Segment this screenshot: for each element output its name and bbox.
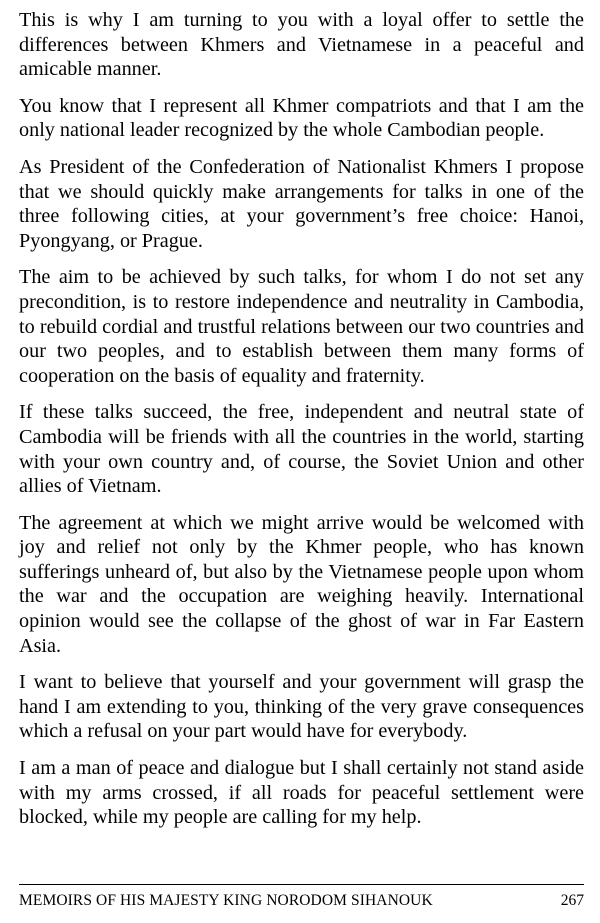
paragraph-5: If these talks succeed, the free, independent and neutral state of Cambodia will be friends with all the countries in the world, starting with your own country and, of course, the Soviet Union and other allies of Vietnam. xyxy=(19,401,584,498)
paragraph-1: This is why I am turning to you with a loyal offer to settle the differences between Khmers and Vietnamese in a peaceful and amicable manner. xyxy=(19,9,584,81)
paragraph-3: As President of the Confederation of Nationalist Khmers I propose that we should quickly make arrangements for talks in one of the three following cities, at your government’s free choice: Hanoi, Pyongyang, or Prague. xyxy=(19,155,584,252)
page-body xyxy=(19,8,584,842)
paragraph-6: The agreement at which we might arrive would be welcomed with joy and relief not only by the Khmer people, who has known sufferings unheard of, but also by the Vietnamese people upon whom the war and the occupation are weighing heavily. International opinion would see the collapse of the ghost of war in Far Eastern Asia. xyxy=(19,511,584,657)
page-footer xyxy=(19,891,584,911)
paragraph-7: I want to believe that yourself and your government will grasp the hand I am extending to you, thinking of the very grave consequences which a refusal on your part would have for everybody. xyxy=(19,671,584,743)
paragraph-2: You know that I represent all Khmer compatriots and that I am the only national leader recognized by the whole Cambodian people. xyxy=(19,94,584,142)
paragraph-8: I am a man of peace and dialogue but I shall certainly not stand aside with my arms crossed, if all roads for peaceful settlement were blocked, while my people are calling for my help. xyxy=(19,757,584,829)
paragraph-4: The aim to be achieved by such talks, for whom I do not set any precondition, is to restore independence and neutrality in Cambodia, to rebuild cordial and trustful relations between our two countries and our two peoples, and to establish between them many forms of cooperation on the basis of equality and fraternity. xyxy=(19,266,584,387)
running-head: MEMOIRS OF HIS MAJESTY KING NORODOM SIHANOUK xyxy=(19,892,433,909)
footer-rule xyxy=(19,884,584,885)
page-number: 267 xyxy=(560,892,584,909)
